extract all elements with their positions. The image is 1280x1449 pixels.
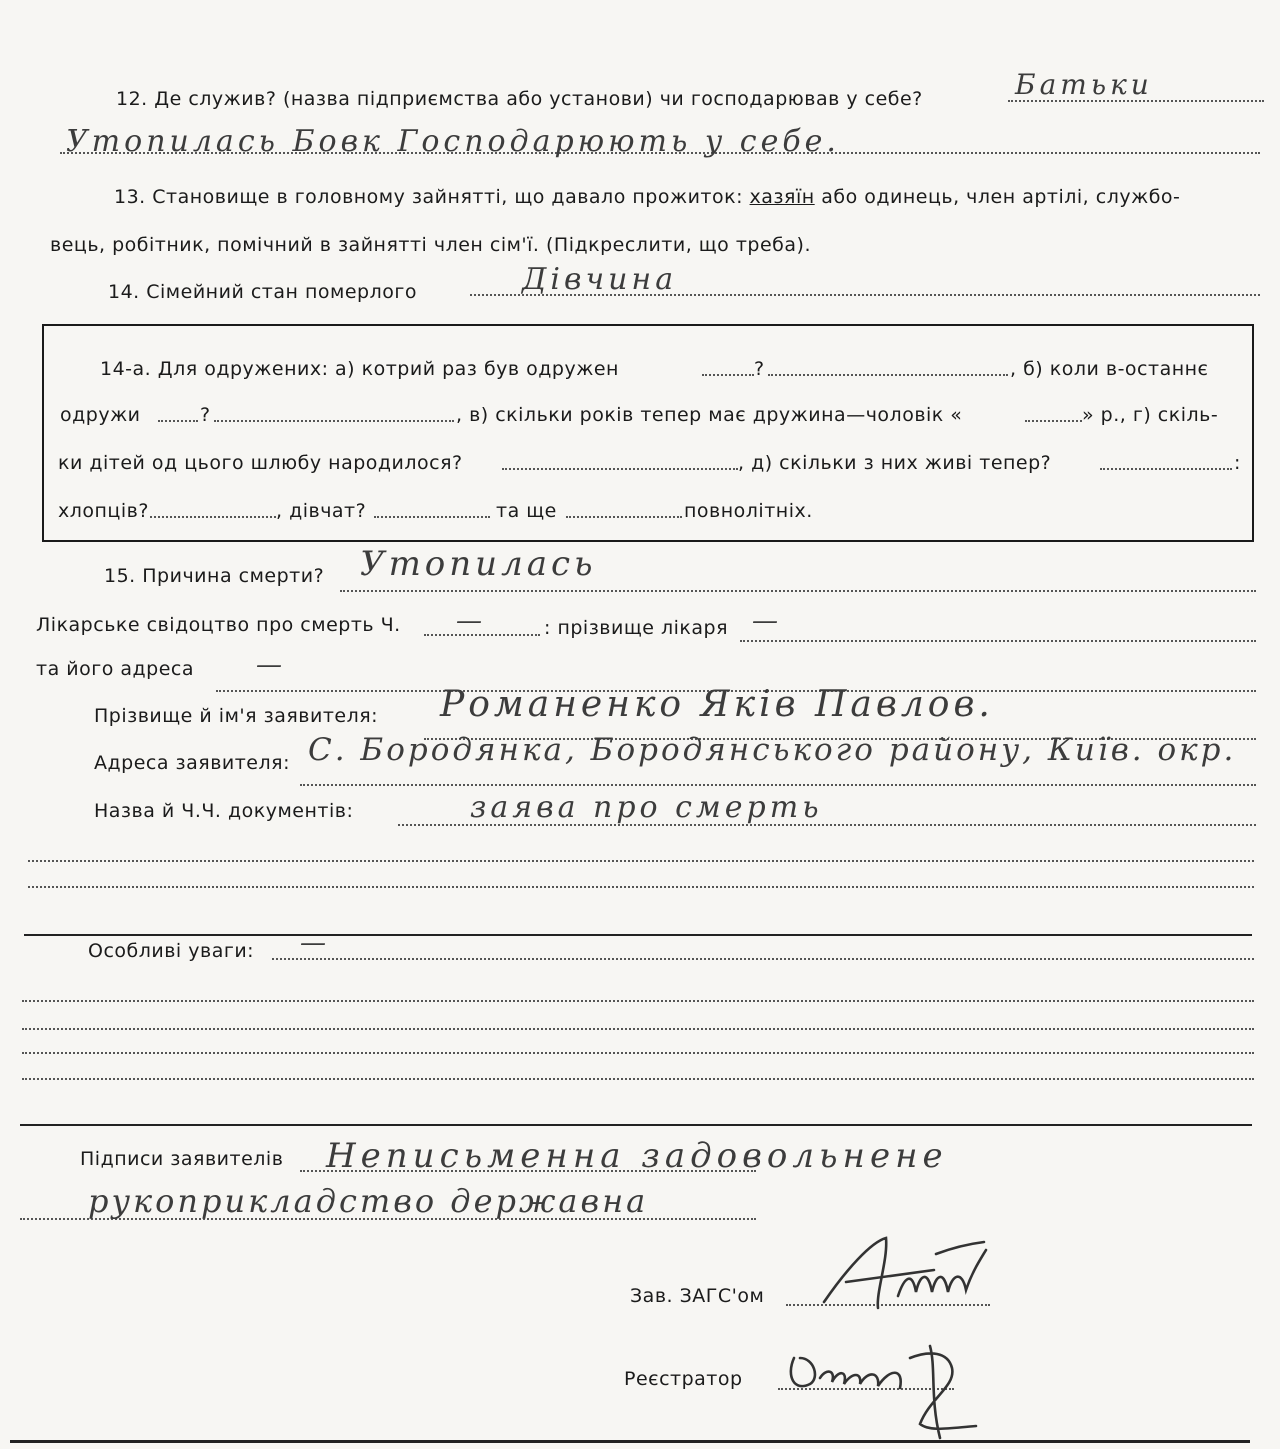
married-section-box (42, 324, 1254, 542)
page-bottom-rule (10, 1440, 1250, 1443)
doctor-address-label: та його адреса (36, 658, 194, 680)
documents-value: заява про смерть (470, 790, 823, 825)
q12-answer-1: Батьки (1015, 68, 1153, 101)
notes-line-4 (22, 1052, 1254, 1054)
q14a-line-4a: хлопців? (58, 500, 149, 522)
registrar-signature-mark (780, 1328, 1000, 1448)
q14a-line-4b: , дівчат? (276, 500, 367, 522)
q14a-fill-8 (150, 516, 276, 518)
q12-answer-2: Утопилась Бовк Господарюють у себе. (66, 124, 840, 159)
q15-answer: Утопилась (360, 544, 597, 584)
address-answer: — (256, 650, 286, 680)
q14a-fill-9 (374, 516, 490, 518)
notes-label: Особливі уваги: (88, 940, 255, 962)
applicant-signature-value-1: Неписьменна задовольнене (326, 1136, 948, 1176)
applicant-signature-value-2: рукоприкладство державна (88, 1182, 649, 1220)
q13-underlined-choice: хазяїн (749, 186, 815, 208)
q14a-qmark-2: ? (200, 404, 211, 426)
applicant-address-fill (300, 784, 1256, 786)
doctor-surname-label: : прізвище лікаря (544, 617, 729, 639)
q14a-qmark-1: ? (754, 358, 765, 380)
q14a-fill-6 (502, 468, 738, 470)
medical-certificate-label: Лікарське свідоцтво про смерть Ч. (36, 614, 401, 636)
section-divider-2 (20, 1124, 1252, 1126)
q14a-fill-5 (1025, 420, 1082, 422)
q14a-line-3b: , д) скільки з них живі тепер? (738, 452, 1052, 474)
q13-line-1-end: або одинець, член артілі, службо- (821, 186, 1181, 208)
q14a-fill-7 (1100, 468, 1232, 470)
q14a-line-3c: : (1234, 452, 1241, 474)
q14a-fill-3 (158, 420, 198, 422)
q14a-line-4d: повнолітніх. (684, 500, 813, 522)
notes-fill-line (272, 958, 1254, 960)
q12-label: 12. Де служив? (назва підприємства або установи) чи господарював у себе? (116, 88, 923, 110)
q14a-fill-2 (768, 374, 1008, 376)
notes-line-3 (22, 1028, 1254, 1030)
documents-label: Назва й Ч.Ч. документів: (94, 800, 354, 822)
q15-fill-line (340, 590, 1256, 592)
q13-line-1-start: 13. Становище в головному зайнятті, що давало прожиток: (114, 186, 743, 208)
blank-line-1 (28, 860, 1254, 862)
doctor-fill-line (740, 640, 1256, 642)
q14a-line-2b: , в) скільки років тепер має дружина—чоловік « (456, 404, 963, 426)
q14a-line-1a: 14-а. Для одружених: а) котрий раз був одружен (100, 358, 619, 380)
q14-answer: Дівчина (522, 262, 678, 297)
notes-value: — (300, 928, 330, 958)
q14a-line-1b: , б) коли в-останнє (1010, 358, 1209, 380)
notes-line-5 (22, 1078, 1254, 1080)
q14a-line-2c: » р., г) скіль- (1082, 404, 1219, 426)
applicant-address-value: С. Бородянка, Бородянського району, Київ. окр. (308, 732, 1237, 768)
applicant-signatures-label: Підписи заявителів (80, 1148, 284, 1170)
section-divider-1 (24, 934, 1252, 936)
q13-line-1 (114, 186, 1180, 208)
certificate-answer: — (456, 606, 486, 636)
q14a-fill-4 (214, 420, 454, 422)
blank-line-2 (28, 886, 1254, 888)
head-of-registry-label: Зав. ЗАГС'ом (630, 1285, 765, 1307)
registrar-label: Реєстратор (624, 1368, 743, 1390)
head-signature-mark (816, 1230, 1006, 1320)
q14a-line-3a: ки дітей од цього шлюбу народилося? (58, 452, 463, 474)
doctor-answer: — (752, 606, 782, 636)
notes-line-2 (22, 1000, 1254, 1002)
q15-label: 15. Причина смерти? (104, 565, 325, 587)
applicant-address-label: Адреса заявителя: (94, 752, 290, 774)
q14a-fill-1 (702, 374, 754, 376)
q14-label: 14. Сімейний стан померлого (108, 281, 417, 303)
q14a-line-2a: одружи (60, 404, 141, 426)
q13-line-2: вець, робітник, помічний в зайнятті член сім'ї. (Підкреслити, що треба). (50, 234, 811, 256)
q14a-fill-10 (566, 516, 682, 518)
applicant-name-label: Прізвище й ім'я заявителя: (94, 705, 379, 727)
applicant-name-value: Романенко Яків Павлов. (440, 684, 994, 725)
q14a-line-4c: та ще (496, 500, 557, 522)
